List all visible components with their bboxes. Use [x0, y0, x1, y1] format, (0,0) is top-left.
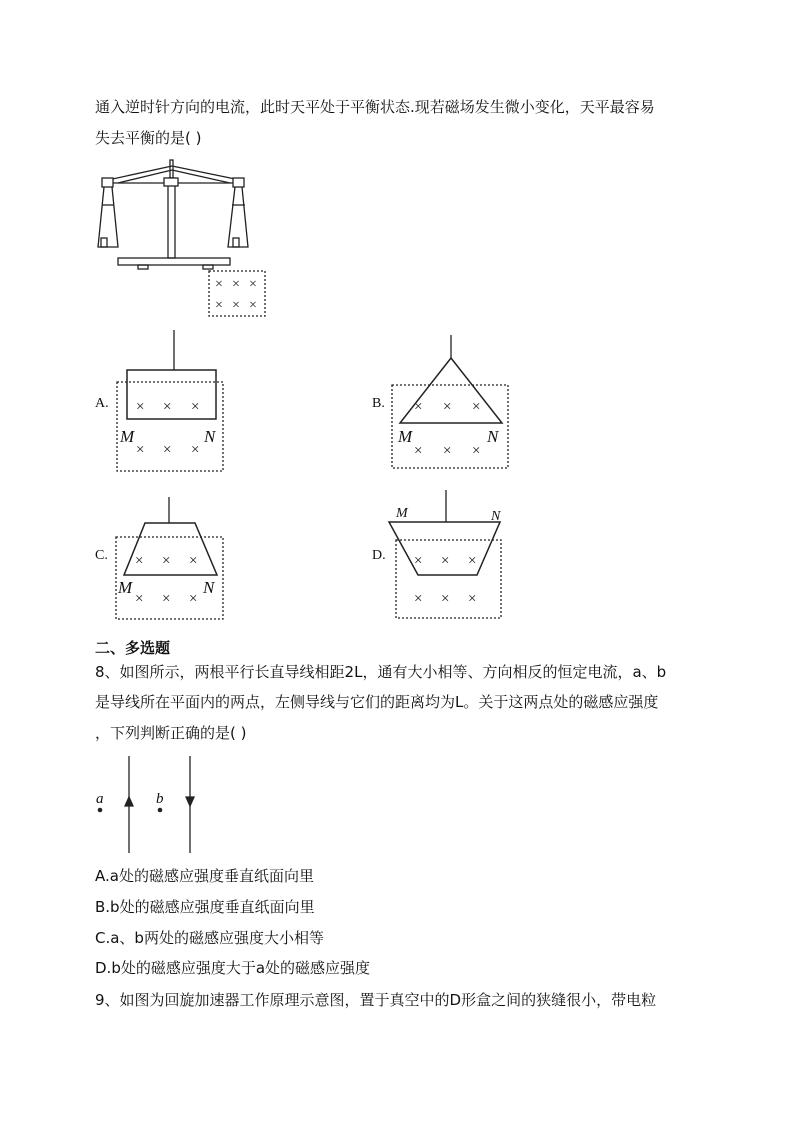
label-n: N [491, 509, 501, 524]
field-cross: × [472, 443, 481, 459]
field-cross: × [215, 277, 223, 292]
q8-choice-c: C.a、b两处的磁感应强度大小相等 [95, 929, 324, 947]
q9-text-line-1: 9、如图为回旋加速器工作原理示意图，置于真空中的D形盒之间的狭缝很小，带电粒 [95, 991, 657, 1009]
q7-text-line-2: 失去平衡的是( ) [95, 129, 202, 147]
q7-text-line-1: 通入逆时针方向的电流，此时天平处于平衡状态.现若磁场发生微小变化，天平最容易 [95, 98, 655, 116]
field-cross: × [472, 399, 481, 415]
field-cross: × [414, 553, 423, 569]
q8-text-line-2: 是导线所在平面内的两点，左侧导线与它们的距离均为L。关于这两点处的磁感应强度 [95, 693, 659, 711]
field-cross: × [162, 591, 171, 607]
field-cross: × [191, 399, 200, 415]
field-cross: × [468, 591, 477, 607]
label-m: M [118, 578, 133, 597]
field-cross: × [135, 553, 144, 569]
option-d-label: D. [372, 548, 386, 563]
field-cross: × [414, 591, 423, 607]
field-cross: × [135, 591, 144, 607]
field-cross: × [441, 591, 450, 607]
field-cross: × [191, 442, 200, 458]
field-cross: × [414, 399, 423, 415]
label-m: M [120, 427, 135, 446]
q8-choice-d: D.b处的磁感应强度大于a处的磁感应强度 [95, 959, 371, 977]
label-n: N [487, 427, 499, 446]
field-cross: × [162, 553, 171, 569]
field-cross: × [163, 399, 172, 415]
label-m: M [396, 506, 408, 521]
q8-choice-a: A.a处的磁感应强度垂直纸面向里 [95, 867, 314, 885]
field-cross: × [215, 298, 223, 313]
field-cross: × [443, 399, 452, 415]
field-cross: × [136, 442, 145, 458]
field-cross: × [443, 443, 452, 459]
field-cross: × [249, 298, 257, 313]
field-cross: × [249, 277, 257, 292]
field-cross: × [414, 443, 423, 459]
field-cross: × [189, 553, 198, 569]
label-m: M [398, 427, 413, 446]
field-cross: × [441, 553, 450, 569]
q8-text-line-3: ，下列判断正确的是( ) [95, 724, 247, 742]
field-cross: × [232, 277, 240, 292]
field-cross: × [189, 591, 198, 607]
field-cross: × [136, 399, 145, 415]
label-n: N [204, 427, 216, 446]
option-b-label: B. [372, 396, 385, 411]
option-a-label: A. [95, 396, 109, 411]
point-b-label: b [156, 791, 164, 807]
option-c-label: C. [95, 548, 108, 563]
label-n: N [203, 578, 215, 597]
point-a-label: a [96, 791, 104, 807]
field-cross: × [468, 553, 477, 569]
field-cross: × [232, 298, 240, 313]
section-title: 二、多选题 [95, 639, 171, 657]
q8-text-line-1: 8、如图所示，两根平行长直导线相距2L，通有大小相等、方向相反的恒定电流，a、b [95, 663, 667, 681]
field-cross: × [163, 442, 172, 458]
q8-choice-b: B.b处的磁感应强度垂直纸面向里 [95, 898, 315, 916]
